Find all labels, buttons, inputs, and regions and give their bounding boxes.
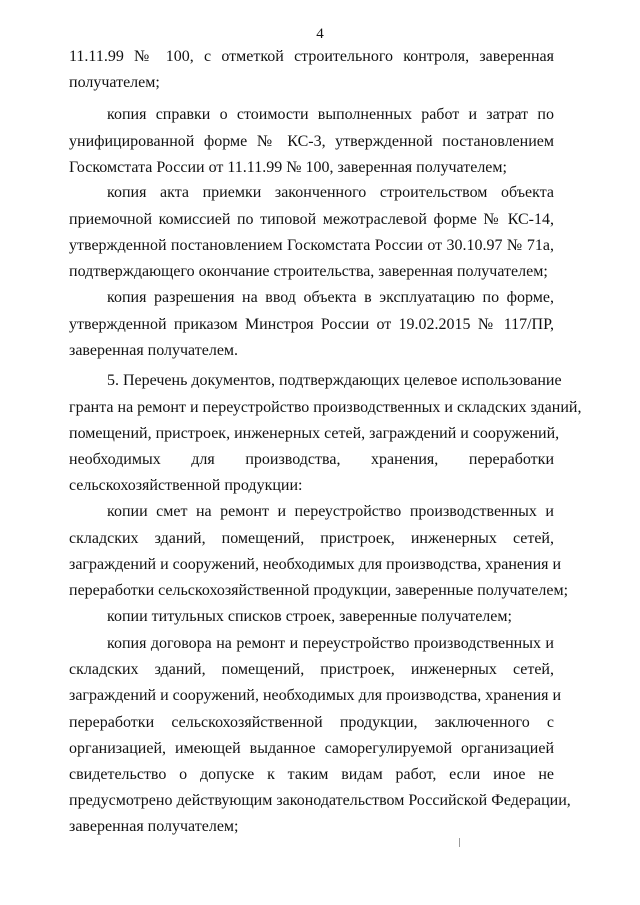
text-line: складских зданий, помещений, пристроек, инженерных сетей, xyxy=(69,661,554,678)
text-line: 5. Перечень документов, подтверждающих целевое использование xyxy=(107,372,562,389)
text-line: заграждений и сооружений, необходимых для производства, хранения и xyxy=(69,556,562,573)
text-line: 11.11.99 № 100, с отметкой строительного контроля, заверенная xyxy=(69,48,554,65)
text-line: копии смет на ремонт и переустройство производственных и xyxy=(107,503,554,520)
text-line: копия акта приемки законченного строительством объекта xyxy=(107,184,554,201)
text-line: Госкомстата России от 11.11.99 № 100, заверенная получателем; xyxy=(69,159,507,176)
text-line: получателем; xyxy=(69,74,160,91)
text-line: необходимых для производства, хранения, переработки xyxy=(69,451,554,468)
text-line: унифицированной форме № КС-3, утвержденной постановлением xyxy=(69,133,554,150)
text-line: приемочной комиссией по типовой межотраслевой форме № КС-14, xyxy=(69,211,554,228)
text-line: переработки сельскохозяйственной продукции, заверенные получателем; xyxy=(69,582,569,599)
text-line: утвержденной постановлением Госкомстата России от 30.10.97 № 71а, xyxy=(69,237,554,254)
text-line: свидетельство о допуске к таким видам работ, если иное не xyxy=(69,766,554,783)
scan-speck xyxy=(459,838,460,847)
text-line: копии титульных списков строек, заверенные получателем; xyxy=(107,608,512,625)
page-number: 4 xyxy=(316,26,324,42)
text-line: заграждений и сооружений, необходимых для производства, хранения и xyxy=(69,687,562,704)
text-line: помещений, пристроек, инженерных сетей, заграждений и сооружений, xyxy=(69,425,560,442)
text-line: предусмотрено действующим законодательством Российской Федерации, xyxy=(69,792,571,809)
text-line: копия разрешения на ввод объекта в эксплуатацию по форме, xyxy=(107,289,554,306)
text-line: переработки сельскохозяйственной продукции, заключенного с xyxy=(69,714,554,731)
text-line: утвержденной приказом Минстроя России от 19.02.2015 № 117/ПР, xyxy=(69,316,554,333)
text-line: гранта на ремонт и переустройство производственных и складских зданий, xyxy=(69,399,582,416)
text-line: складских зданий, помещений, пристроек, инженерных сетей, xyxy=(69,530,554,547)
text-line: организацией, имеющей выданное саморегулируемой организацией xyxy=(69,740,554,757)
text-line: подтверждающего окончание строительства, заверенная получателем; xyxy=(69,263,548,280)
text-line: заверенная получателем. xyxy=(69,342,239,359)
text-line: копия справки о стоимости выполненных работ и затрат по xyxy=(107,106,554,123)
text-line: копия договора на ремонт и переустройство производственных и xyxy=(107,635,554,652)
text-line: заверенная получателем; xyxy=(69,818,239,835)
text-line: сельскохозяйственной продукции: xyxy=(69,477,303,494)
